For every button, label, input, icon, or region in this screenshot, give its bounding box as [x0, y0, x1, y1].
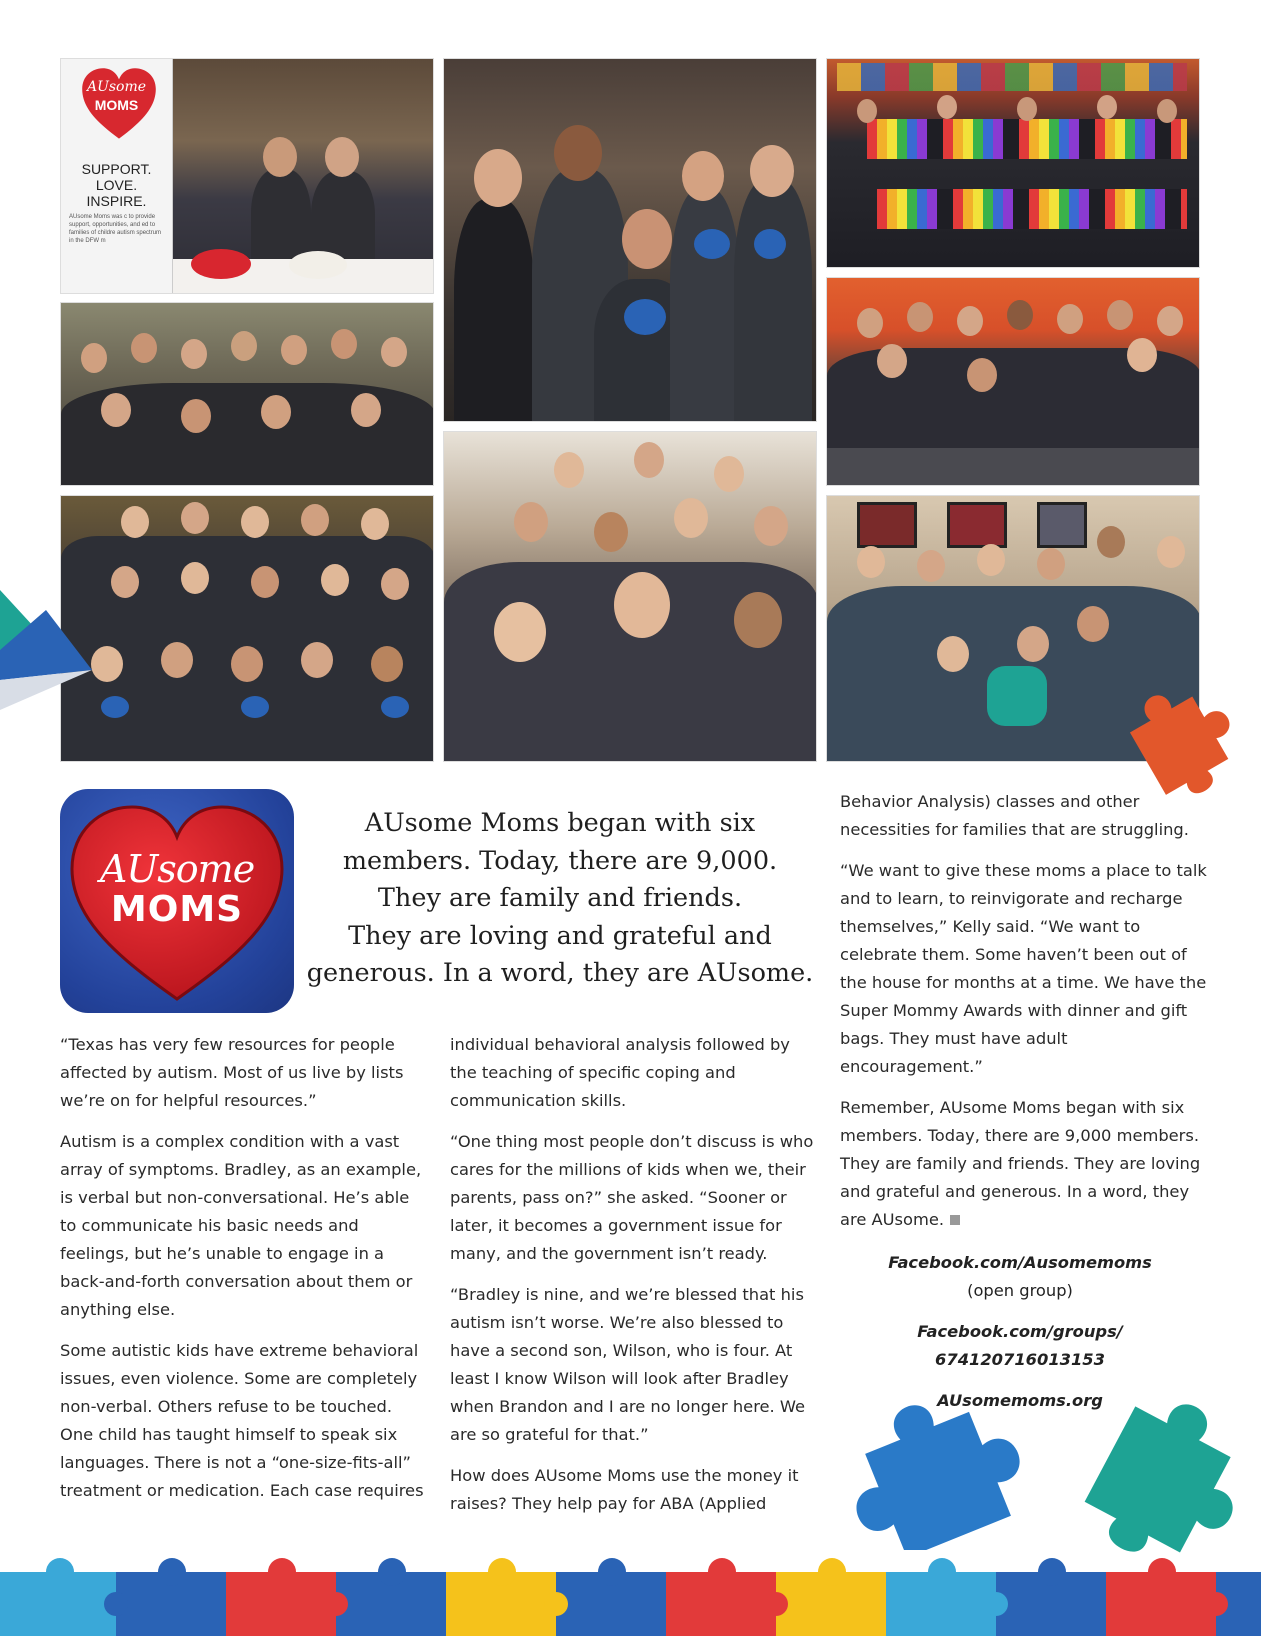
banner-brand-line1: AUsome [86, 79, 147, 95]
photo-booth-event [60, 58, 434, 294]
puzzle-border-decoration [0, 1556, 1261, 1636]
end-mark-icon [950, 1215, 960, 1225]
paragraph: Some autistic kids have extreme behavioral issues, even violence. Some are completely non-verbal. Others refuse to be touched. One child has taught himself to speak six languages. There is not a “one-size-fits-all” treatment or medication. Each case requires [60, 1341, 424, 1500]
paragraph-final [840, 1094, 1210, 1234]
banner-line-love: LOVE. [95, 177, 138, 193]
paragraph: individual behavioral analysis followed by the teaching of specific coping and communication skills. [450, 1035, 790, 1110]
paragraph: “We want to give these moms a place to talk and to learn, to reinvigorate and recharge themselves,” Kelly said. “We want to celebrate them. Some haven’t been out of the house for months at a time. We have the Super Mommy Awards with dinner and gift bags. They must have adult encouragement.” [840, 861, 1207, 1076]
body-column-3 [840, 788, 1210, 1247]
paragraph: Behavior Analysis) classes and other necessities for families that are struggling. [840, 792, 1189, 839]
ausome-moms-logo [60, 789, 294, 1013]
paragraph: How does AUsome Moms use the money it raises? They help pay for ABA (Applied [450, 1466, 799, 1513]
photo-group-large [60, 495, 434, 762]
photo-painting-class [826, 58, 1200, 268]
paragraph: Autism is a complex condition with a vast array of symptoms. Bradley, as an example, is verbal but non-conversational. He’s able to communicate his basic needs and feelings, but he’s unable to engage in a back-and-forth conversation about them or anything else. [60, 1132, 422, 1319]
pull-quote-line: They are loving and grateful and [348, 920, 772, 951]
banner-small-text: AUsome Moms was c to provide support, opportunities, and ed to families of childre autism spectrum in the DFW m [69, 214, 162, 244]
teal-puzzle-piece-icon [1070, 1390, 1250, 1560]
body-column-2 [450, 1031, 820, 1531]
facebook-group-link-line2[interactable]: 674120716013153 [935, 1350, 1105, 1369]
logo-line1: AUsome [99, 847, 255, 891]
paragraph: “Texas has very few resources for people affected by autism. Most of us live by lists we’re on for helpful resources.” [60, 1035, 404, 1110]
photo-group-living-room [60, 302, 434, 486]
pull-quote-line: generous. In a word, they are AUsome. [306, 958, 814, 988]
pull-quote-line: AUsome Moms began with six [364, 808, 756, 838]
banner-line-inspire: INSPIRE. [86, 193, 147, 209]
paragraph-text: Remember, AUsome Moms began with six members. Today, there are 9,000 members. They are family and friends. They are loving and grateful and generous. In a word, they are AUsome. [840, 1098, 1201, 1229]
body-column-1 [60, 1031, 430, 1518]
logo-line2: MOMS [110, 889, 244, 930]
website-link[interactable]: AUsomemoms.org [937, 1391, 1103, 1410]
orange-puzzle-piece-icon [1118, 680, 1236, 800]
blue-puzzle-piece-icon [838, 1400, 1028, 1550]
event-banner [61, 59, 173, 293]
paragraph: “One thing most people don’t discuss is who cares for the millions of kids when we, their parents, pass on?” she asked. “Sooner or later, it becomes a government issue for many, and the government isn’t ready. [450, 1132, 814, 1263]
facebook-group-link-line1[interactable]: Facebook.com/groups/ [917, 1322, 1123, 1341]
pull-quote-line: They are family and friends. [377, 883, 743, 913]
photo-group-shirts [443, 58, 817, 422]
pull-quote-line: members. Today, there are 9,000. [342, 845, 778, 876]
paragraph: “Bradley is nine, and we’re blessed that his autism isn’t worse. We’re also blessed to have a second son, Wilson, who is four. At least I know Wilson will look after Bradley when Brandon and I are no longer here. We are so grateful for that.” [450, 1285, 806, 1444]
pull-quote [305, 805, 815, 993]
facebook-page-note: (open group) [967, 1281, 1073, 1300]
left-triangles-decoration [0, 580, 92, 710]
banner-brand-line2: MOMS [94, 97, 139, 113]
facebook-page-link[interactable]: Facebook.com/Ausomemoms [888, 1253, 1152, 1272]
banner-line-support: SUPPORT. [81, 161, 152, 177]
photo-group-stairs [443, 431, 817, 762]
photo-group-restaurant [826, 277, 1200, 486]
